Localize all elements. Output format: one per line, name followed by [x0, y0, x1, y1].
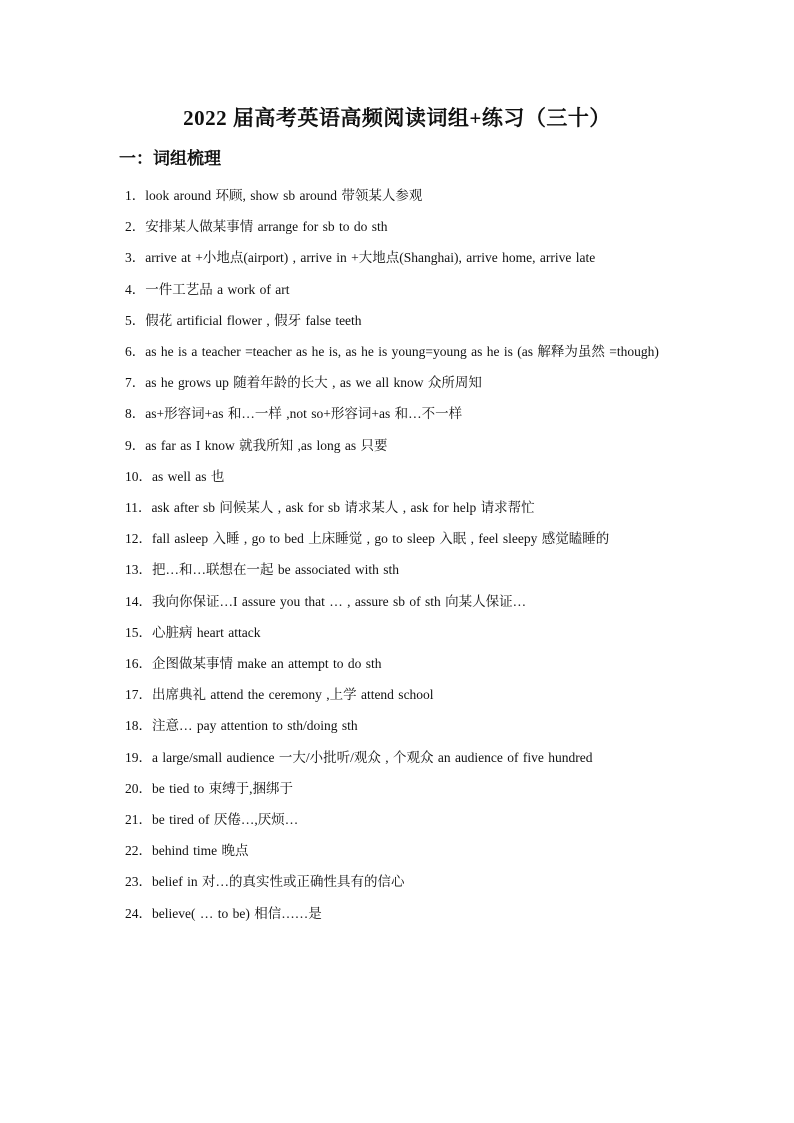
phrase-entry [119, 742, 677, 773]
entry-text: fall asleep 入睡 , go to bed 上床睡觉 , go to sleep 入眠 , feel sleepy 感觉瞌睡的 [152, 531, 610, 547]
phrase-entry [119, 710, 677, 741]
phrase-entry [119, 648, 677, 679]
entry-text: as he is a teacher =teacher as he is, as he is young=young as he is (as 解释为虽然 =though) [145, 344, 659, 360]
entry-number: 22． [125, 843, 152, 859]
entry-number: 15． [125, 624, 152, 640]
entry-text: arrive at +小地点(airport) , arrive in +大地点(Shanghai), arrive home, arrive late [145, 250, 596, 266]
entry-number: 24． [125, 905, 152, 921]
phrase-entry [119, 336, 677, 367]
phrase-entry [119, 211, 677, 242]
phrase-entry [119, 898, 677, 929]
phrase-entry [119, 679, 677, 710]
entry-text: 我向你保证…I assure you that … , assure sb of sth 向某人保证… [152, 593, 527, 609]
phrase-entry [119, 773, 677, 804]
entry-text: 安排某人做某事情 arrange for sb to do sth [145, 219, 388, 235]
entry-text: ask after sb 问候某人 , ask for sb 请求某人 , ask for help 请求帮忙 [151, 500, 535, 516]
phrase-entry [119, 835, 677, 866]
phrase-entry [119, 617, 677, 648]
phrase-entry [119, 586, 677, 617]
phrase-entry [119, 274, 677, 305]
entry-text: be tied to 束缚于,捆绑于 [152, 780, 293, 796]
entry-text: as he grows up 随着年龄的长大 , as we all know 众所周知 [145, 375, 482, 391]
entry-number: 1． [125, 188, 146, 203]
entry-number: 2． [125, 219, 146, 235]
entry-text: 一件工艺品 a work of art [145, 281, 290, 297]
entry-text: 把…和…联想在一起 be associated with sth [152, 562, 399, 578]
phrase-entry [119, 367, 677, 398]
entry-number: 4． [125, 281, 146, 297]
entry-text: as far as I know 就我所知 ,as long as 只要 [145, 437, 388, 453]
entry-text: as+形容词+as 和…一样 ,not so+形容词+as 和…不一样 [145, 406, 463, 422]
entry-number: 8． [125, 406, 146, 422]
phrase-entry [119, 430, 677, 461]
entry-text: 企图做某事情 make an attempt to do sth [152, 656, 382, 672]
phrase-list [119, 180, 677, 929]
phrase-entry [119, 804, 677, 835]
entry-number: 5． [125, 312, 146, 328]
entry-number: 6． [125, 344, 146, 360]
entry-number: 18． [125, 718, 152, 734]
entry-text: believe( … to be) 相信……是 [152, 905, 322, 921]
phrase-entry [119, 492, 677, 523]
phrase-entry [119, 242, 677, 273]
entry-text: behind time 晚点 [152, 843, 249, 859]
section-heading: 一：词组梳理 [119, 149, 221, 168]
entry-number: 11． [125, 500, 152, 516]
entry-text: belief in 对…的真实性或正确性具有的信心 [152, 874, 405, 890]
entry-number: 9． [125, 437, 146, 453]
phrase-entry [119, 866, 677, 897]
entry-number: 3． [125, 250, 146, 266]
entry-number: 16． [125, 656, 152, 672]
phrase-entry [119, 398, 677, 429]
entry-number: 21． [125, 812, 152, 828]
entry-number: 13． [125, 562, 152, 578]
entry-number: 12． [125, 531, 152, 547]
entry-text: look around 环顾, show sb around 带领某人参观 [145, 188, 423, 203]
phrase-entry [119, 523, 677, 554]
entry-number: 19． [125, 749, 152, 765]
entry-text: be tired of 厌倦…,厌烦… [152, 812, 299, 828]
entry-number: 10． [125, 468, 152, 484]
phrase-entry [119, 461, 677, 492]
entry-text: 出席典礼 attend the ceremony ,上学 attend school [152, 687, 434, 703]
entry-number: 17． [125, 687, 152, 703]
entry-text: 注意… pay attention to sth/doing sth [152, 718, 358, 734]
entry-number: 7． [125, 375, 146, 391]
phrase-entry [119, 554, 677, 585]
entry-text: 假花 artificial flower , 假牙 false teeth [145, 312, 362, 328]
entry-number: 20． [125, 780, 152, 796]
entry-number: 14． [125, 593, 152, 609]
document-title: 2022 届高考英语高频阅读词组+练习（三十） [183, 106, 611, 130]
entry-number: 23． [125, 874, 152, 890]
entry-text: a large/small audience 一大/小批听/观众 , 个观众 an audience of five hundred [152, 749, 593, 765]
phrase-entry [119, 305, 677, 336]
entry-text: 心脏病 heart attack [152, 624, 261, 640]
entry-text: as well as 也 [152, 468, 225, 484]
phrase-entry [119, 180, 677, 211]
